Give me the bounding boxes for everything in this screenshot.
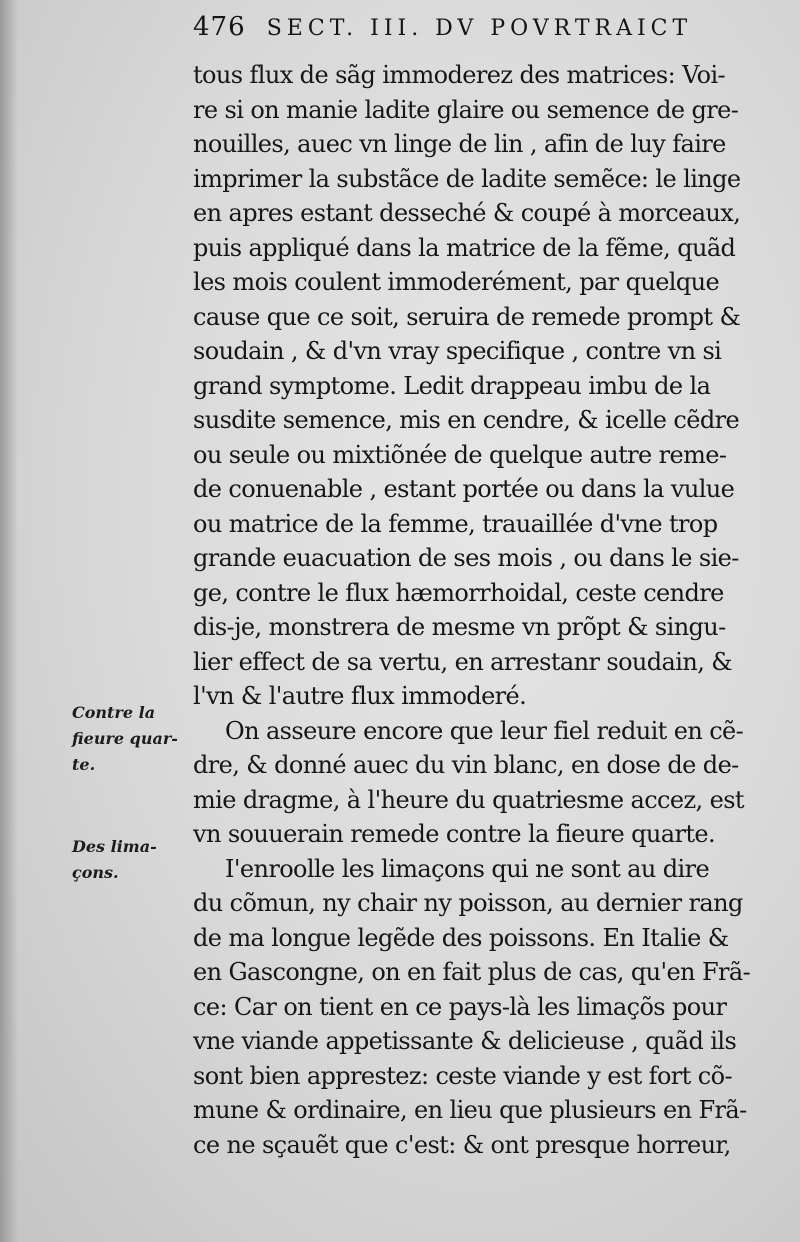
text-line: de conuenable , estant portée ou dans la vulue [193, 475, 735, 503]
margin-note-line: çons. [72, 863, 119, 882]
text-line: ou seule ou mixtiõnée de quelque autre reme- [193, 440, 727, 469]
running-head [193, 12, 753, 52]
text-line: soudain , & d'vn vray specifique , contre vn si [193, 337, 722, 365]
text-line: tous flux de sãg immoderez des matrices: Voi- [193, 61, 726, 89]
text-line: grand symptome. Ledit drappeau imbu de la [193, 371, 711, 400]
text-line: re si on manie ladite glaire ou semence de gre- [193, 95, 739, 124]
section-title: SECT. III. DV POVRTRAICT [266, 16, 693, 41]
page-number: 476 [193, 12, 246, 42]
text-line: les mois coulent immoderément, par quelque [193, 268, 720, 296]
text-line: ge, contre le flux hæmorrhoidal, ceste cendre [193, 578, 724, 607]
page-gutter-shadow [0, 0, 18, 1242]
margin-note-limacons [72, 834, 192, 886]
text-line: grande euacuation de ses mois , ou dans le sie- [193, 544, 739, 572]
margin-note-line: Des lima- [72, 837, 157, 856]
text-line: imprimer la substãce de ladite semẽce: le linge [193, 164, 741, 193]
text-line: ce: Car on tient en ce pays-là les limaçõs pour [193, 992, 727, 1021]
text-line: dre, & donné auec du vin blanc, en dose de de- [193, 751, 739, 779]
text-line: cause que ce soit, seruira de remede prompt & [193, 302, 741, 331]
paragraph-start-line: On asseure encore que leur fiel reduit en cẽ- [225, 716, 744, 745]
margin-note-line: te. [72, 755, 96, 774]
text-line: vn souuerain remede contre la fieure quarte. [193, 820, 716, 848]
text-line: en Gascongne, on en fait plus de cas, qu'en Frã- [193, 958, 751, 986]
text-line: ce ne sçauẽt que c'est: & ont presque horreur, [193, 1130, 731, 1159]
text-line: mune & ordinaire, en lieu que plusieurs en Frã- [193, 1096, 747, 1124]
margin-note-fieure-quarte [72, 700, 192, 778]
body-text [193, 58, 773, 1162]
text-line: susdite semence, mis en cendre, & icelle cẽdre [193, 406, 740, 434]
text-line: nouilles, auec vn linge de lin , afin de luy faire [193, 130, 726, 158]
text-line: lier effect de sa vertu, en arrestanr soudain, & [193, 647, 733, 676]
text-line: du cõmun, ny chair ny poisson, au dernier rang [193, 889, 743, 917]
text-line: mie dragme, à l'heure du quatriesme accez, est [193, 785, 744, 814]
text-line: dis-je, monstrera de mesme vn prõpt & singu- [193, 613, 726, 641]
text-line: l'vn & l'autre flux immoderé. [193, 682, 527, 710]
text-line: en apres estant desseché & coupé à morceaux, [193, 199, 741, 227]
margin-note-line: fieure quar- [72, 729, 178, 748]
text-line: vne viande appetissante & delicieuse , quãd ils [193, 1027, 737, 1055]
text-line: sont bien apprestez: ceste viande y est fort cõ- [193, 1061, 732, 1090]
text-line: de ma longue legẽde des poissons. En Italie & [193, 923, 729, 952]
text-line: ou matrice de la femme, trauaillée d'vne trop [193, 509, 718, 538]
text-line: puis appliqué dans la matrice de la fẽme, quãd [193, 233, 736, 262]
margin-note-line: Contre la [72, 703, 156, 722]
paragraph-start-line: I'enroolle les limaçons qui ne sont au dire [225, 854, 710, 883]
